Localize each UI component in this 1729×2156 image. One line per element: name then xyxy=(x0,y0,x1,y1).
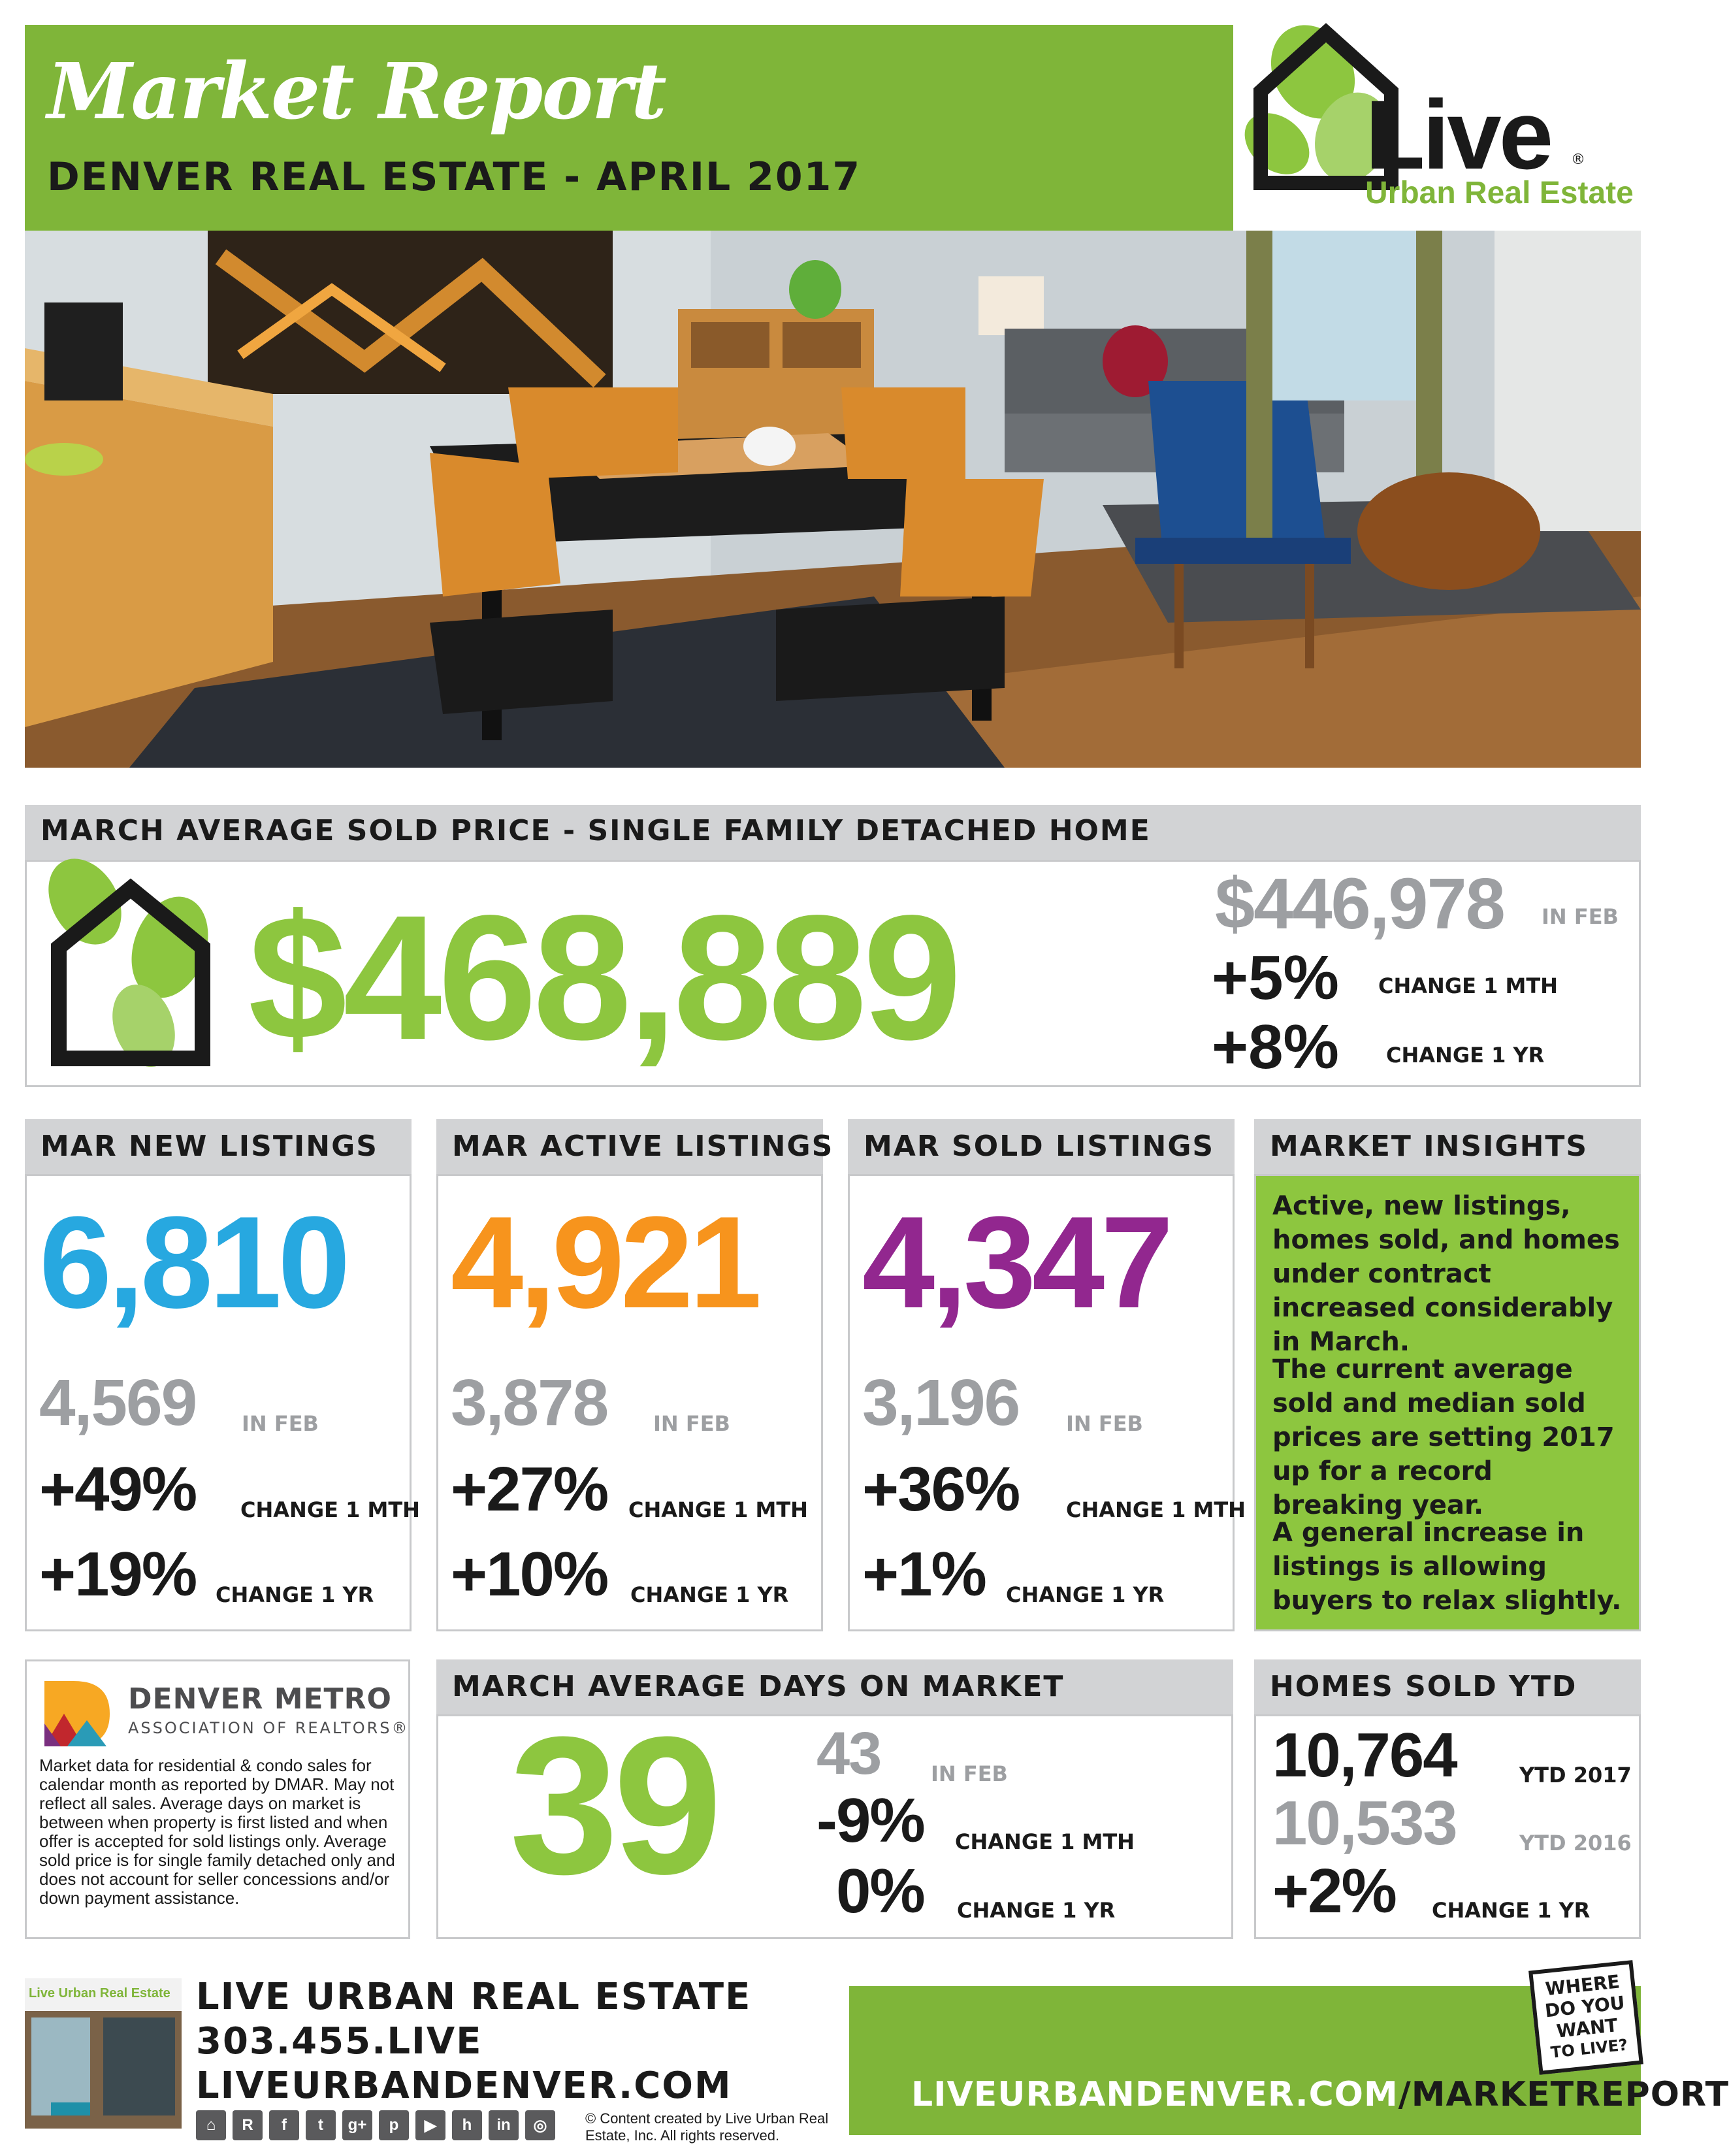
ytd-2016-value: 10,533 xyxy=(1272,1788,1457,1858)
logo-wordmark: Live xyxy=(1365,80,1551,189)
price-change-year-label: CHANGE 1 YR xyxy=(1386,1043,1545,1068)
google-plus-icon[interactable]: g+ xyxy=(342,2110,372,2140)
sold-listings-feb-value: 3,196 xyxy=(862,1366,1020,1439)
new-listings-change-year-label: CHANGE 1 YR xyxy=(216,1582,374,1607)
sold-listings-change-month-label: CHANGE 1 MTH xyxy=(1066,1497,1246,1522)
where-do-you-want-to-live-badge xyxy=(1528,1961,1646,2074)
days-feb-value: 43 xyxy=(816,1720,881,1787)
copyright-notice: © Content created by Live Urban Real Estate, Inc. All rights reserved. xyxy=(585,2110,829,2144)
active-listings-change-year-label: CHANGE 1 YR xyxy=(630,1582,789,1607)
active-listings-heading: MAR ACTIVE LISTINGS xyxy=(436,1119,823,1174)
sold-listings-heading: MAR SOLD LISTINGS xyxy=(848,1119,1235,1174)
homes-sold-ytd-heading: HOMES SOLD YTD xyxy=(1254,1659,1641,1714)
price-change-year: +8% xyxy=(1212,1012,1339,1082)
sold-listings-feb-label: IN FEB xyxy=(1066,1411,1143,1436)
sold-listings-change-month: +36% xyxy=(862,1454,1020,1524)
new-listings-feb-label: IN FEB xyxy=(242,1411,319,1436)
active-listings-change-month-label: CHANGE 1 MTH xyxy=(628,1497,808,1522)
price-change-month-label: CHANGE 1 MTH xyxy=(1378,973,1558,998)
new-listings-heading: MAR NEW LISTINGS xyxy=(25,1119,412,1174)
new-listings-change-year: +19% xyxy=(39,1539,197,1609)
market-insights-heading: MARKET INSIGHTS xyxy=(1254,1119,1641,1174)
badge-line-1: WHERE xyxy=(1544,1970,1621,2001)
dmar-association: ASSOCIATION OF REALTORS® xyxy=(128,1719,410,1737)
pinterest-icon[interactable]: p xyxy=(379,2110,409,2140)
registered-mark: ® xyxy=(1571,152,1585,168)
footer-phone[interactable]: 303.455.LIVE xyxy=(196,2020,483,2063)
ytd-2016-label: YTD 2016 xyxy=(1519,1831,1632,1855)
days-on-market-heading: MARCH AVERAGE DAYS ON MARKET xyxy=(436,1659,1233,1714)
ytd-2017-value: 10,764 xyxy=(1272,1720,1457,1790)
new-listings-value: 6,810 xyxy=(39,1190,347,1335)
footer-website[interactable]: LIVEURBANDENVER.COM xyxy=(196,2065,732,2107)
price-panel-heading: MARCH AVERAGE SOLD PRICE - SINGLE FAMILY DETACHED HOME xyxy=(25,805,1641,860)
days-change-month-label: CHANGE 1 MTH xyxy=(955,1829,1135,1854)
market-report-domain: LIVEURBANDENVER.COM xyxy=(911,2075,1398,2114)
days-change-year: 0% xyxy=(836,1856,924,1926)
active-listings-feb-value: 3,878 xyxy=(451,1366,608,1439)
active-listings-change-year: +10% xyxy=(451,1539,608,1609)
badge-line-4: TO LIVE? xyxy=(1549,2035,1629,2062)
badge-line-3: WANT xyxy=(1555,2014,1619,2042)
twitter-icon[interactable]: t xyxy=(306,2110,336,2140)
logo-tagline: Urban Real Estate xyxy=(1365,176,1634,210)
houzz-icon[interactable]: h xyxy=(452,2110,482,2140)
price-change-month: +5% xyxy=(1212,943,1339,1013)
footer-company-name: LIVE URBAN REAL ESTATE xyxy=(196,1976,752,2018)
storefront-photo xyxy=(25,1978,182,2129)
price-feb-value: $446,978 xyxy=(1215,864,1504,944)
days-change-month: -9% xyxy=(816,1786,924,1855)
badge-line-2: DO YOU xyxy=(1543,1991,1626,2022)
facebook-icon[interactable]: f xyxy=(269,2110,299,2140)
instagram-icon[interactable]: ◎ xyxy=(525,2110,555,2140)
active-listings-value: 4,921 xyxy=(451,1190,758,1335)
social-links xyxy=(196,2110,555,2142)
ytd-change-year-label: CHANGE 1 YR xyxy=(1432,1898,1591,1923)
days-on-market-value: 39 xyxy=(509,1695,717,1915)
house-leaf-icon xyxy=(39,862,235,1078)
new-listings-change-month-label: CHANGE 1 MTH xyxy=(240,1497,420,1522)
sold-listings-change-year: +1% xyxy=(862,1539,986,1609)
active-listings-change-month: +27% xyxy=(451,1454,608,1524)
page-subtitle: DENVER REAL ESTATE - APRIL 2017 xyxy=(47,154,862,200)
interior-photo xyxy=(25,231,1641,768)
insight-paragraph-1: Active, new listings, homes sold, and homes under contract increased considerably in March. xyxy=(1272,1191,1620,1357)
active-listings-feb-label: IN FEB xyxy=(653,1411,730,1436)
market-report-path: /MARKETREPORT xyxy=(1398,2075,1729,2114)
insight-paragraph-3: A general increase in listings is allowing buyers to relax slightly. xyxy=(1272,1518,1622,1616)
dining-room-illustration xyxy=(25,231,1641,768)
ytd-2017-label: YTD 2017 xyxy=(1519,1763,1632,1788)
youtube-icon[interactable]: ▶ xyxy=(415,2110,445,2140)
days-change-year-label: CHANGE 1 YR xyxy=(957,1898,1116,1923)
house-icon[interactable]: ⌂ xyxy=(196,2110,226,2140)
market-report-link[interactable] xyxy=(911,2075,1729,2114)
dmar-name: DENVER METRO xyxy=(128,1682,392,1716)
insight-paragraph-2: The current average sold and median sold prices are setting 2017 up for a record breaking year. xyxy=(1272,1354,1615,1520)
avg-sold-price: $468,889 xyxy=(248,878,958,1077)
sold-listings-change-year-label: CHANGE 1 YR xyxy=(1006,1582,1165,1607)
ytd-change-year: +2% xyxy=(1272,1856,1396,1926)
price-feb-label: IN FEB xyxy=(1542,904,1619,929)
realtor-icon[interactable]: R xyxy=(233,2110,263,2140)
new-listings-feb-value: 4,569 xyxy=(39,1366,197,1439)
linkedin-icon[interactable]: in xyxy=(489,2110,519,2140)
dmar-logo-icon xyxy=(38,1678,116,1750)
new-listings-change-month: +49% xyxy=(39,1454,197,1524)
store-sign: Live Urban Real Estate xyxy=(29,1986,170,2001)
dmar-disclaimer: Market data for residential & condo sales for calendar month as reported by DMAR. May not reflect all sales. Average days on market is between when property is first listed and when offer is accepted for sold listings only. Average sold price is for single family detached only and does not account for seller concessions and/or down payment assistance. xyxy=(39,1756,395,1908)
sold-listings-value: 4,347 xyxy=(862,1190,1170,1335)
page-title: Market Report xyxy=(47,46,666,137)
days-feb-label: IN FEB xyxy=(931,1761,1008,1786)
